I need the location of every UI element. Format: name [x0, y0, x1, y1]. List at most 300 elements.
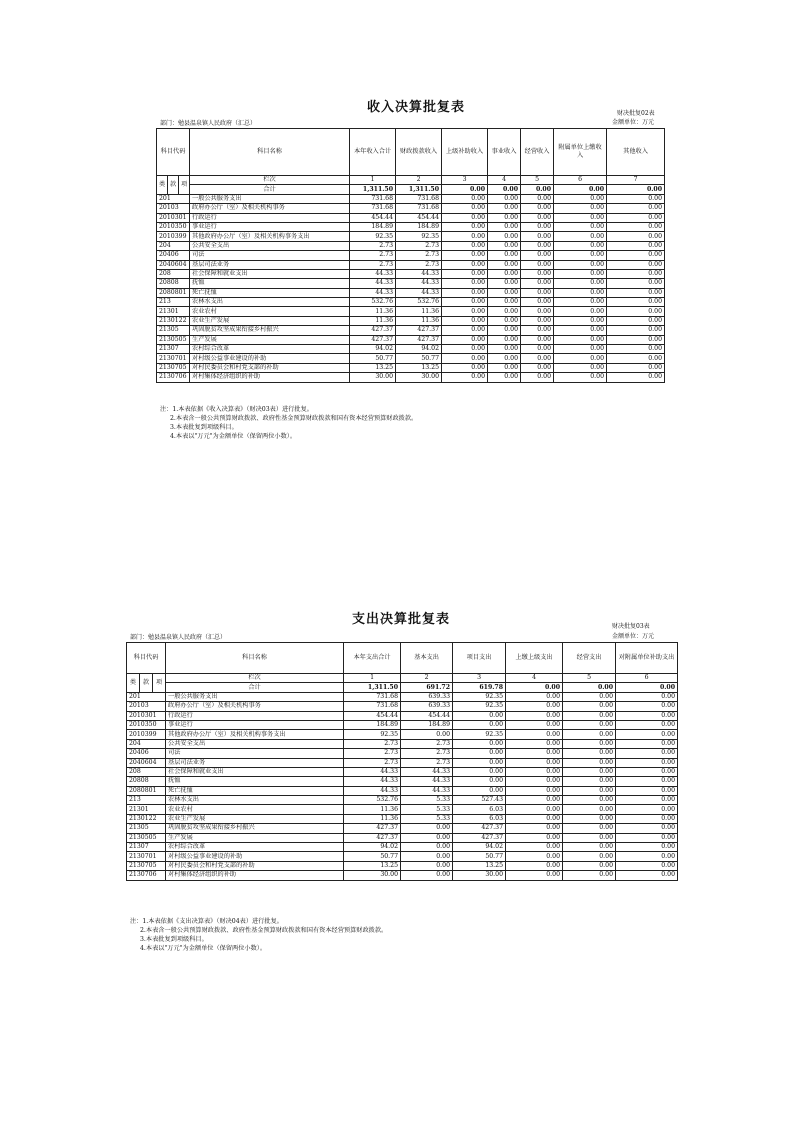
subject-name: 司法 — [190, 251, 350, 260]
amount-cell: 30.00 — [350, 373, 396, 382]
expense-table-code: 财决批复03表 — [612, 623, 650, 630]
amount-cell: 0.00 — [442, 279, 488, 288]
column-number: 4 — [488, 176, 521, 185]
amount-cell: 0.00 — [616, 852, 678, 861]
amount-cell: 0.00 — [521, 345, 554, 354]
subject-code: 2130122 — [127, 814, 166, 823]
amount-cell: 0.00 — [554, 316, 607, 325]
amount-cell: 0.00 — [607, 269, 665, 278]
income-dept: 部门：勉县温泉镇人民政府（汇总） — [160, 120, 257, 127]
total-value: 0.00 — [616, 683, 678, 692]
subject-code: 21307 — [157, 345, 190, 354]
amount-cell: 731.68 — [344, 702, 401, 711]
amount-cell: 0.00 — [506, 871, 563, 880]
subject-name: 对村集体经济组织的补助 — [190, 373, 350, 382]
amount-cell: 0.00 — [607, 241, 665, 250]
note-line: 3.本表批复到项级科目。 — [140, 936, 208, 943]
amount-cell: 44.33 — [396, 288, 442, 297]
column-number: 1 — [350, 176, 396, 185]
amount-cell: 427.37 — [350, 335, 396, 344]
amount-cell: 92.35 — [453, 692, 506, 701]
amount-cell: 427.37 — [396, 335, 442, 344]
amount-cell: 0.00 — [453, 739, 506, 748]
amount-cell: 0.00 — [521, 363, 554, 372]
income-notes — [160, 405, 417, 441]
subject-name: 其他政府办公厅（室）及相关机构事务支出 — [190, 232, 350, 241]
total-value: 0.00 — [506, 683, 563, 692]
amount-cell: 0.00 — [506, 786, 563, 795]
subject-code: 201 — [127, 692, 166, 701]
table-row — [157, 269, 665, 278]
amount-cell: 0.00 — [521, 204, 554, 213]
header-col: 项目支出 — [453, 643, 506, 674]
subject-code: 2010399 — [157, 232, 190, 241]
amount-cell: 731.68 — [344, 692, 401, 701]
amount-cell: 0.00 — [521, 241, 554, 250]
subject-code: 21307 — [127, 843, 166, 852]
subject-code: 208 — [157, 269, 190, 278]
column-number: 5 — [563, 674, 616, 683]
amount-cell: 0.00 — [488, 269, 521, 278]
amount-cell: 0.00 — [442, 316, 488, 325]
amount-cell: 0.00 — [401, 861, 453, 870]
table-row — [157, 354, 665, 363]
note-line: 注：1.本表依据《收入决算表》（财决03表）进行批复。 — [160, 406, 313, 413]
amount-cell: 0.00 — [488, 288, 521, 297]
subject-code: 2010350 — [157, 222, 190, 231]
amount-cell: 0.00 — [506, 758, 563, 767]
subject-code: 2130701 — [127, 852, 166, 861]
amount-cell: 0.00 — [607, 326, 665, 335]
note-line: 注：1.本表依据《支出决算表》（财决04表）进行批复。 — [130, 918, 283, 925]
amount-cell: 30.00 — [396, 373, 442, 382]
total-label: 合计 — [166, 683, 344, 692]
amount-cell: 0.00 — [488, 326, 521, 335]
amount-cell: 0.00 — [607, 335, 665, 344]
table-row — [157, 222, 665, 231]
amount-cell: 0.00 — [554, 279, 607, 288]
amount-cell: 0.00 — [506, 824, 563, 833]
subject-name: 农业生产发展 — [166, 814, 344, 823]
amount-cell: 0.00 — [521, 373, 554, 382]
table-row — [157, 326, 665, 335]
header-name: 科目名称 — [166, 643, 344, 674]
table-row — [127, 805, 678, 814]
amount-cell: 0.00 — [506, 777, 563, 786]
amount-cell: 184.89 — [396, 222, 442, 231]
amount-cell: 0.00 — [563, 758, 616, 767]
subject-code: 2130706 — [157, 373, 190, 382]
subject-name: 农业农村 — [166, 805, 344, 814]
amount-cell: 0.00 — [506, 739, 563, 748]
amount-cell: 0.00 — [506, 720, 563, 729]
subject-name: 农林水支出 — [166, 796, 344, 805]
amount-cell: 532.76 — [350, 298, 396, 307]
amount-cell: 6.03 — [453, 814, 506, 823]
amount-cell: 0.00 — [488, 373, 521, 382]
amount-cell: 0.00 — [442, 194, 488, 203]
amount-cell: 0.00 — [607, 204, 665, 213]
note-line: 2.本表含一般公共预算财政拨款、政府性基金预算财政拨款和国有资本经营预算财政拨款。 — [140, 927, 388, 934]
amount-cell: 0.00 — [488, 298, 521, 307]
amount-cell: 0.00 — [563, 833, 616, 842]
amount-cell: 0.00 — [488, 194, 521, 203]
income-table-code: 财决批复02表 — [617, 110, 655, 117]
amount-cell: 0.00 — [554, 232, 607, 241]
amount-cell: 0.00 — [616, 758, 678, 767]
amount-cell: 44.33 — [344, 767, 401, 776]
income-table-body — [157, 129, 665, 383]
subject-code: 21305 — [157, 326, 190, 335]
amount-cell: 0.00 — [521, 335, 554, 344]
amount-cell: 50.77 — [350, 354, 396, 363]
subject-code: 2010301 — [157, 213, 190, 222]
amount-cell: 0.00 — [554, 222, 607, 231]
amount-cell: 0.00 — [442, 232, 488, 241]
amount-cell: 0.00 — [488, 307, 521, 316]
amount-cell: 0.00 — [442, 213, 488, 222]
subject-code: 201 — [157, 194, 190, 203]
amount-cell: 0.00 — [563, 843, 616, 852]
amount-cell: 454.44 — [396, 213, 442, 222]
amount-cell: 454.44 — [350, 213, 396, 222]
total-value: 0.00 — [488, 185, 521, 194]
header-col: 上级补助收入 — [442, 129, 488, 176]
expense-table — [126, 642, 678, 881]
table-row — [127, 749, 678, 758]
subject-name: 对村集体经济组织的补助 — [166, 871, 344, 880]
subject-name: 死亡抚恤 — [190, 288, 350, 297]
table-row — [157, 298, 665, 307]
amount-cell: 0.00 — [521, 354, 554, 363]
amount-cell: 44.33 — [350, 269, 396, 278]
amount-cell: 731.68 — [396, 194, 442, 203]
table-row — [157, 241, 665, 250]
amount-cell: 0.00 — [563, 871, 616, 880]
amount-cell: 0.00 — [616, 749, 678, 758]
table-row — [157, 345, 665, 354]
amount-cell: 50.77 — [344, 852, 401, 861]
amount-cell: 0.00 — [488, 316, 521, 325]
amount-cell: 0.00 — [554, 251, 607, 260]
amount-cell: 0.00 — [488, 222, 521, 231]
amount-cell: 0.00 — [506, 814, 563, 823]
expense-table-body — [127, 643, 678, 881]
amount-cell: 0.00 — [442, 260, 488, 269]
amount-cell: 0.00 — [453, 767, 506, 776]
amount-cell: 0.00 — [563, 730, 616, 739]
header-col: 事业收入 — [488, 129, 521, 176]
subject-name: 一般公共服务支出 — [166, 692, 344, 701]
amount-cell: 0.00 — [453, 777, 506, 786]
total-value: 619.78 — [453, 683, 506, 692]
subject-name: 对村民委员会和村党支部的补助 — [190, 363, 350, 372]
amount-cell: 0.00 — [616, 739, 678, 748]
amount-cell: 0.00 — [616, 861, 678, 870]
amount-cell: 0.00 — [554, 354, 607, 363]
amount-cell: 0.00 — [488, 232, 521, 241]
amount-cell: 11.36 — [396, 316, 442, 325]
amount-cell: 0.00 — [563, 749, 616, 758]
subject-name: 巩固脱贫攻坚成果衔接乡村振兴 — [190, 326, 350, 335]
header-col: 本年支出合计 — [344, 643, 401, 674]
amount-cell: 0.00 — [442, 222, 488, 231]
header-col: 上缴上级支出 — [506, 643, 563, 674]
amount-cell: 0.00 — [521, 298, 554, 307]
amount-cell: 184.89 — [344, 720, 401, 729]
amount-cell: 11.36 — [350, 316, 396, 325]
amount-cell: 0.00 — [488, 260, 521, 269]
amount-cell: 0.00 — [506, 796, 563, 805]
column-number: 4 — [506, 674, 563, 683]
subject-name: 死亡抚恤 — [166, 786, 344, 795]
amount-cell: 0.00 — [442, 204, 488, 213]
subject-code: 2130505 — [127, 833, 166, 842]
amount-cell: 731.68 — [396, 204, 442, 213]
amount-cell: 0.00 — [563, 786, 616, 795]
amount-cell: 0.00 — [506, 861, 563, 870]
amount-cell: 11.36 — [344, 805, 401, 814]
column-number: 6 — [554, 176, 607, 185]
income-title: 收入决算批复表 — [367, 100, 466, 115]
header-lei: 类 — [157, 176, 168, 195]
amount-cell: 0.00 — [607, 307, 665, 316]
column-number-row — [127, 674, 678, 683]
amount-cell: 527.43 — [453, 796, 506, 805]
amount-cell: 2.73 — [344, 739, 401, 748]
amount-cell: 0.00 — [442, 326, 488, 335]
subject-name: 农业农村 — [190, 307, 350, 316]
amount-cell: 2.73 — [344, 749, 401, 758]
amount-cell: 6.03 — [453, 805, 506, 814]
column-number: 6 — [616, 674, 678, 683]
amount-cell: 0.00 — [401, 843, 453, 852]
table-row — [127, 739, 678, 748]
amount-cell: 44.33 — [350, 279, 396, 288]
amount-cell: 0.00 — [554, 335, 607, 344]
subject-code: 20808 — [127, 777, 166, 786]
income-table — [156, 128, 665, 383]
subject-code: 2130706 — [127, 871, 166, 880]
amount-cell: 13.25 — [453, 861, 506, 870]
amount-cell: 11.36 — [344, 814, 401, 823]
amount-cell: 92.35 — [344, 730, 401, 739]
amount-cell: 0.00 — [616, 786, 678, 795]
amount-cell: 0.00 — [442, 335, 488, 344]
amount-cell: 0.00 — [616, 824, 678, 833]
subject-name: 政府办公厅（室）及相关机构事务 — [166, 702, 344, 711]
amount-cell: 0.00 — [506, 833, 563, 842]
table-row — [127, 833, 678, 842]
header-code: 科目代码 — [127, 643, 166, 674]
total-value: 0.00 — [563, 683, 616, 692]
header-col: 基本支出 — [401, 643, 453, 674]
amount-cell: 532.76 — [344, 796, 401, 805]
amount-cell: 0.00 — [554, 260, 607, 269]
subject-code: 21301 — [127, 805, 166, 814]
amount-cell: 0.00 — [488, 279, 521, 288]
subject-code: 21301 — [157, 307, 190, 316]
amount-cell: 0.00 — [616, 711, 678, 720]
subject-code: 2130705 — [157, 363, 190, 372]
amount-cell: 0.00 — [607, 373, 665, 382]
amount-cell: 0.00 — [506, 730, 563, 739]
table-row — [127, 852, 678, 861]
amount-cell: 2.73 — [401, 739, 453, 748]
amount-cell: 0.00 — [453, 758, 506, 767]
column-number: 3 — [442, 176, 488, 185]
subject-name: 农村综合改革 — [190, 345, 350, 354]
amount-cell: 50.77 — [453, 852, 506, 861]
amount-cell: 0.00 — [616, 767, 678, 776]
amount-cell: 44.33 — [396, 279, 442, 288]
amount-cell: 0.00 — [563, 767, 616, 776]
amount-cell: 0.00 — [521, 307, 554, 316]
amount-cell: 5.33 — [401, 796, 453, 805]
subject-name: 抚恤 — [190, 279, 350, 288]
total-value: 1,311.50 — [396, 185, 442, 194]
amount-cell: 0.00 — [453, 786, 506, 795]
subject-name: 司法 — [166, 749, 344, 758]
amount-cell: 94.02 — [350, 345, 396, 354]
amount-cell: 44.33 — [344, 777, 401, 786]
subject-name: 农业生产发展 — [190, 316, 350, 325]
total-row — [157, 185, 665, 194]
table-row — [127, 777, 678, 786]
header-xiang: 项 — [153, 674, 166, 693]
expense-unit: 金额单位：万元 — [612, 633, 655, 640]
column-number: 2 — [401, 674, 453, 683]
amount-cell: 532.76 — [396, 298, 442, 307]
amount-cell: 0.00 — [607, 222, 665, 231]
amount-cell: 2.73 — [350, 260, 396, 269]
subject-code: 2010399 — [127, 730, 166, 739]
amount-cell: 0.00 — [563, 711, 616, 720]
subject-code: 2010350 — [127, 720, 166, 729]
table-row — [127, 861, 678, 870]
amount-cell: 44.33 — [401, 786, 453, 795]
amount-cell: 0.00 — [442, 241, 488, 250]
amount-cell: 0.00 — [607, 232, 665, 241]
column-number: 3 — [453, 674, 506, 683]
amount-cell: 0.00 — [616, 796, 678, 805]
table-row — [157, 260, 665, 269]
total-label: 合计 — [190, 185, 350, 194]
amount-cell: 0.00 — [506, 767, 563, 776]
amount-cell: 0.00 — [521, 232, 554, 241]
amount-cell: 0.00 — [401, 833, 453, 842]
subject-code: 2040604 — [127, 758, 166, 767]
subject-code: 213 — [157, 298, 190, 307]
amount-cell: 0.00 — [506, 749, 563, 758]
subject-code: 204 — [157, 241, 190, 250]
amount-cell: 0.00 — [521, 251, 554, 260]
subject-name: 事业运行 — [166, 720, 344, 729]
subject-name: 对村级公益事业建设的补助 — [190, 354, 350, 363]
amount-cell: 92.35 — [350, 232, 396, 241]
subject-name: 抚恤 — [166, 777, 344, 786]
amount-cell: 0.00 — [616, 720, 678, 729]
subject-code: 21305 — [127, 824, 166, 833]
amount-cell: 0.00 — [554, 269, 607, 278]
subject-name: 巩固脱贫攻坚成果衔接乡村振兴 — [166, 824, 344, 833]
subject-code: 204 — [127, 739, 166, 748]
amount-cell: 184.89 — [350, 222, 396, 231]
note-line: 4.本表以"万元"为金额单位（保留两位小数）。 — [140, 945, 267, 952]
amount-cell: 427.37 — [350, 326, 396, 335]
amount-cell: 0.00 — [554, 204, 607, 213]
amount-cell: 0.00 — [563, 824, 616, 833]
amount-cell: 11.36 — [350, 307, 396, 316]
table-row — [127, 711, 678, 720]
amount-cell: 427.37 — [344, 833, 401, 842]
table-row — [127, 871, 678, 880]
amount-cell: 0.00 — [554, 345, 607, 354]
amount-cell: 454.44 — [401, 711, 453, 720]
amount-cell: 5.33 — [401, 814, 453, 823]
subject-name: 社会保障和就业支出 — [190, 269, 350, 278]
amount-cell: 639.33 — [401, 692, 453, 701]
amount-cell: 0.00 — [616, 843, 678, 852]
amount-cell: 44.33 — [401, 777, 453, 786]
amount-cell: 44.33 — [401, 767, 453, 776]
amount-cell: 0.00 — [607, 288, 665, 297]
amount-cell: 0.00 — [442, 288, 488, 297]
amount-cell: 0.00 — [607, 279, 665, 288]
amount-cell: 0.00 — [607, 260, 665, 269]
header-col: 对附属单位补助支出 — [616, 643, 678, 674]
amount-cell: 0.00 — [488, 345, 521, 354]
header-xiang: 项 — [179, 176, 190, 195]
amount-cell: 0.00 — [563, 805, 616, 814]
total-value: 0.00 — [521, 185, 554, 194]
table-row — [127, 814, 678, 823]
amount-cell: 0.00 — [554, 288, 607, 297]
amount-cell: 2.73 — [396, 241, 442, 250]
column-number: 7 — [607, 176, 665, 185]
amount-cell: 0.00 — [488, 354, 521, 363]
amount-cell: 731.68 — [350, 204, 396, 213]
lanci-label: 栏次 — [166, 674, 344, 683]
amount-cell: 0.00 — [616, 702, 678, 711]
amount-cell: 0.00 — [442, 307, 488, 316]
amount-cell: 0.00 — [453, 749, 506, 758]
subject-code: 2130705 — [127, 861, 166, 870]
amount-cell: 0.00 — [616, 730, 678, 739]
amount-cell: 0.00 — [563, 739, 616, 748]
amount-cell: 454.44 — [344, 711, 401, 720]
subject-code: 2040604 — [157, 260, 190, 269]
subject-code: 20103 — [157, 204, 190, 213]
amount-cell: 0.00 — [563, 796, 616, 805]
subject-name: 事业运行 — [190, 222, 350, 231]
header-col: 本年收入合计 — [350, 129, 396, 176]
amount-cell: 0.00 — [521, 194, 554, 203]
lanci-label: 栏次 — [190, 176, 350, 185]
amount-cell: 0.00 — [554, 241, 607, 250]
amount-cell: 0.00 — [563, 720, 616, 729]
amount-cell: 0.00 — [506, 711, 563, 720]
subject-code: 213 — [127, 796, 166, 805]
amount-cell: 0.00 — [521, 288, 554, 297]
amount-cell: 2.73 — [396, 260, 442, 269]
amount-cell: 94.02 — [453, 843, 506, 852]
amount-cell: 0.00 — [506, 843, 563, 852]
amount-cell: 0.00 — [616, 777, 678, 786]
amount-cell: 0.00 — [401, 852, 453, 861]
table-row — [157, 204, 665, 213]
amount-cell: 427.37 — [453, 824, 506, 833]
